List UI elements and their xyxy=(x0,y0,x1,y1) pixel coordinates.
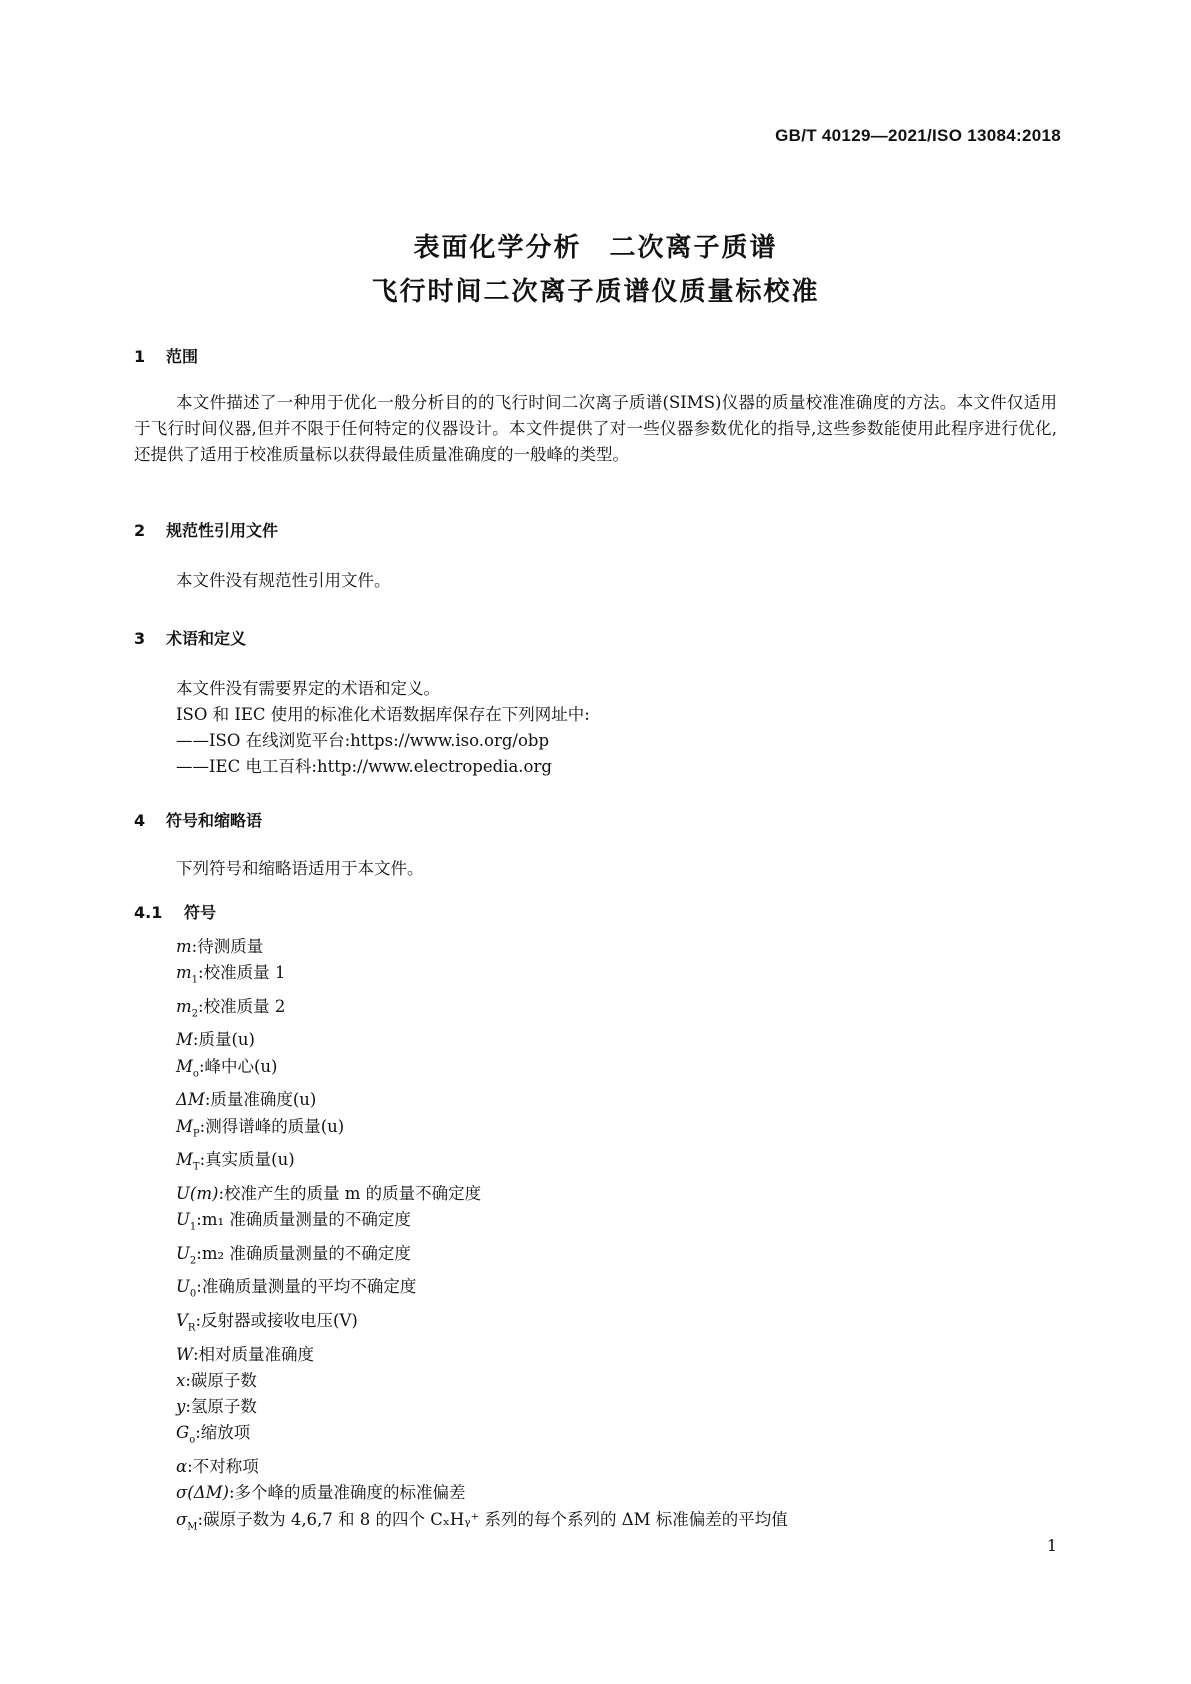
symbol-definition: :氢原子数 xyxy=(185,1397,257,1417)
symbol-definition: :待测质量 xyxy=(191,937,264,956)
symbol: U(m) xyxy=(176,1183,219,1203)
symbol: m xyxy=(176,963,192,983)
symbol-entry xyxy=(176,934,788,960)
section-heading-terms xyxy=(134,626,246,649)
symbol-subscript: M xyxy=(187,1520,198,1532)
symbol-definition: :m₁ 准确质量测量的不确定度 xyxy=(196,1210,411,1230)
symbol-entry xyxy=(176,1368,788,1394)
symbol-subscript: P xyxy=(192,1127,200,1139)
symbol-subscript: 2 xyxy=(189,1255,197,1267)
symbol-definition: :校准产生的质量 m 的质量不确定度 xyxy=(218,1183,482,1203)
symbol: α xyxy=(176,1457,188,1477)
symbol-definition: :碳原子数为 4,6,7 和 8 的四个 CₓHᵧ⁺ 系列的每个系列的 ΔM 标准偏差的平均值 xyxy=(197,1509,788,1529)
symbol-definition: :碳原子数 xyxy=(185,1370,257,1390)
scope-paragraph: 本文件描述了一种用于优化一般分析目的的飞行时间二次离子质谱(SIMS)仪器的质量校准准确度的方法。本文件仅适用于飞行时间仪器,但并不限于任何特定的仪器设计。本文件提供了对一些仪器参数优化的指导,这些参数能使用此程序进行优化,还提供了适用于校准质量标以获得最佳质量准确度的一般峰的类型。 xyxy=(134,393,1057,464)
normative-references-paragraph: 本文件没有规范性引用文件。 xyxy=(176,571,391,590)
symbol-definition: :反射器或接收电压(V) xyxy=(195,1310,358,1330)
symbol-entry xyxy=(176,1087,788,1113)
symbol-subscript: 0 xyxy=(189,1288,197,1300)
symbol-entry xyxy=(176,1420,788,1454)
symbol: M xyxy=(176,1116,193,1136)
symbol: U xyxy=(176,1277,190,1297)
terms-block xyxy=(176,676,590,780)
section-title: 规范性引用文件 xyxy=(166,521,279,540)
symbol: U xyxy=(176,1210,190,1230)
symbol-entry xyxy=(176,1480,788,1506)
iso-obp-link-line: ——ISO 在线浏览平台:https://www.iso.org/obp xyxy=(176,731,550,750)
symbol-subscript: o xyxy=(192,1068,199,1080)
symbol-entry xyxy=(176,1274,788,1308)
symbol: σ xyxy=(176,1509,188,1529)
symbols-intro-paragraph: 下列符号和缩略语适用于本文件。 xyxy=(176,859,424,878)
terms-line: 本文件没有需要界定的术语和定义。 xyxy=(176,679,440,698)
standard-code: GB/T 40129—2021/ISO 13084:2018 xyxy=(775,126,1061,145)
symbol: W xyxy=(176,1344,193,1364)
symbol: m xyxy=(176,937,192,956)
section-heading-symbols-abbreviations xyxy=(134,808,262,831)
symbol: x xyxy=(176,1370,186,1390)
symbol-entry xyxy=(176,1342,788,1368)
symbol-entry xyxy=(176,1454,788,1480)
title-line-1: 表面化学分析 二次离子质谱 xyxy=(413,233,778,263)
symbol: M xyxy=(176,1030,193,1050)
subsection-heading-symbols xyxy=(134,900,216,923)
symbol-entry xyxy=(176,1241,788,1275)
document-title xyxy=(0,226,1191,314)
symbol-entry xyxy=(176,1308,788,1342)
symbol-entry xyxy=(176,1394,788,1420)
symbol-subscript: 2 xyxy=(191,1008,199,1020)
symbol-definition: :真实质量(u) xyxy=(199,1150,295,1170)
terms-line: ISO 和 IEC 使用的标准化术语数据库保存在下列网址中: xyxy=(176,705,590,724)
page-number: 1 xyxy=(1046,1536,1057,1555)
symbol: M xyxy=(176,1056,193,1076)
symbol-definition: :质量准确度(u) xyxy=(204,1090,317,1110)
symbol-entry xyxy=(176,1147,788,1181)
symbol-entry xyxy=(176,960,788,994)
symbol-subscript: 1 xyxy=(189,1221,197,1233)
symbol: U xyxy=(176,1243,190,1263)
section-heading-normative-references xyxy=(134,518,278,541)
section-title: 范围 xyxy=(166,347,199,366)
section-number: 1 xyxy=(134,347,146,366)
section-number: 3 xyxy=(134,629,146,648)
symbol-definition: :多个峰的质量准确度的标准偏差 xyxy=(228,1483,466,1503)
symbol-definition: :校准质量 1 xyxy=(198,963,286,983)
section-number: 4 xyxy=(134,811,146,830)
symbol-definition: :质量(u) xyxy=(192,1030,255,1050)
symbol-subscript: o xyxy=(189,1434,196,1446)
section-number: 4.1 xyxy=(134,903,163,922)
symbol-entry xyxy=(176,1054,788,1088)
symbol-entry xyxy=(176,1207,788,1241)
symbol-subscript: R xyxy=(187,1322,196,1334)
symbol: σ(ΔM) xyxy=(176,1483,229,1503)
section-title: 符号和缩略语 xyxy=(166,811,263,830)
electropedia-link-line: ——IEC 电工百科:http://www.electropedia.org xyxy=(176,757,552,776)
section-title: 术语和定义 xyxy=(166,629,247,648)
symbol: m xyxy=(176,996,192,1016)
symbol-subscript: T xyxy=(192,1161,200,1173)
symbol-definition: :峰中心(u) xyxy=(198,1056,278,1076)
symbol: y xyxy=(176,1397,186,1417)
symbol-entry xyxy=(176,1181,788,1207)
symbol: ΔM xyxy=(176,1090,205,1110)
section-heading-scope xyxy=(134,344,198,367)
symbols-list xyxy=(176,934,788,1540)
symbol-definition: :相对质量准确度 xyxy=(192,1344,315,1364)
symbol-entry xyxy=(176,994,788,1028)
symbol-definition: :不对称项 xyxy=(187,1457,259,1477)
symbol-entry xyxy=(176,1507,788,1541)
symbol-entry xyxy=(176,1027,788,1053)
symbol-entry xyxy=(176,1114,788,1148)
symbol-subscript: 1 xyxy=(191,974,199,986)
symbol-definition: :测得谱峰的质量(u) xyxy=(199,1116,345,1136)
symbol-definition: :准确质量测量的平均不确定度 xyxy=(196,1277,417,1297)
symbol-definition: :缩放项 xyxy=(195,1423,251,1443)
symbol: G xyxy=(176,1423,190,1443)
section-title: 符号 xyxy=(184,903,217,922)
title-line-2: 飞行时间二次离子质谱仪质量标校准 xyxy=(371,277,820,307)
symbol: M xyxy=(176,1150,193,1170)
symbol: V xyxy=(176,1310,188,1330)
section-number: 2 xyxy=(134,521,146,540)
symbol-definition: :校准质量 2 xyxy=(198,996,286,1016)
symbol-definition: :m₂ 准确质量测量的不确定度 xyxy=(196,1243,411,1263)
